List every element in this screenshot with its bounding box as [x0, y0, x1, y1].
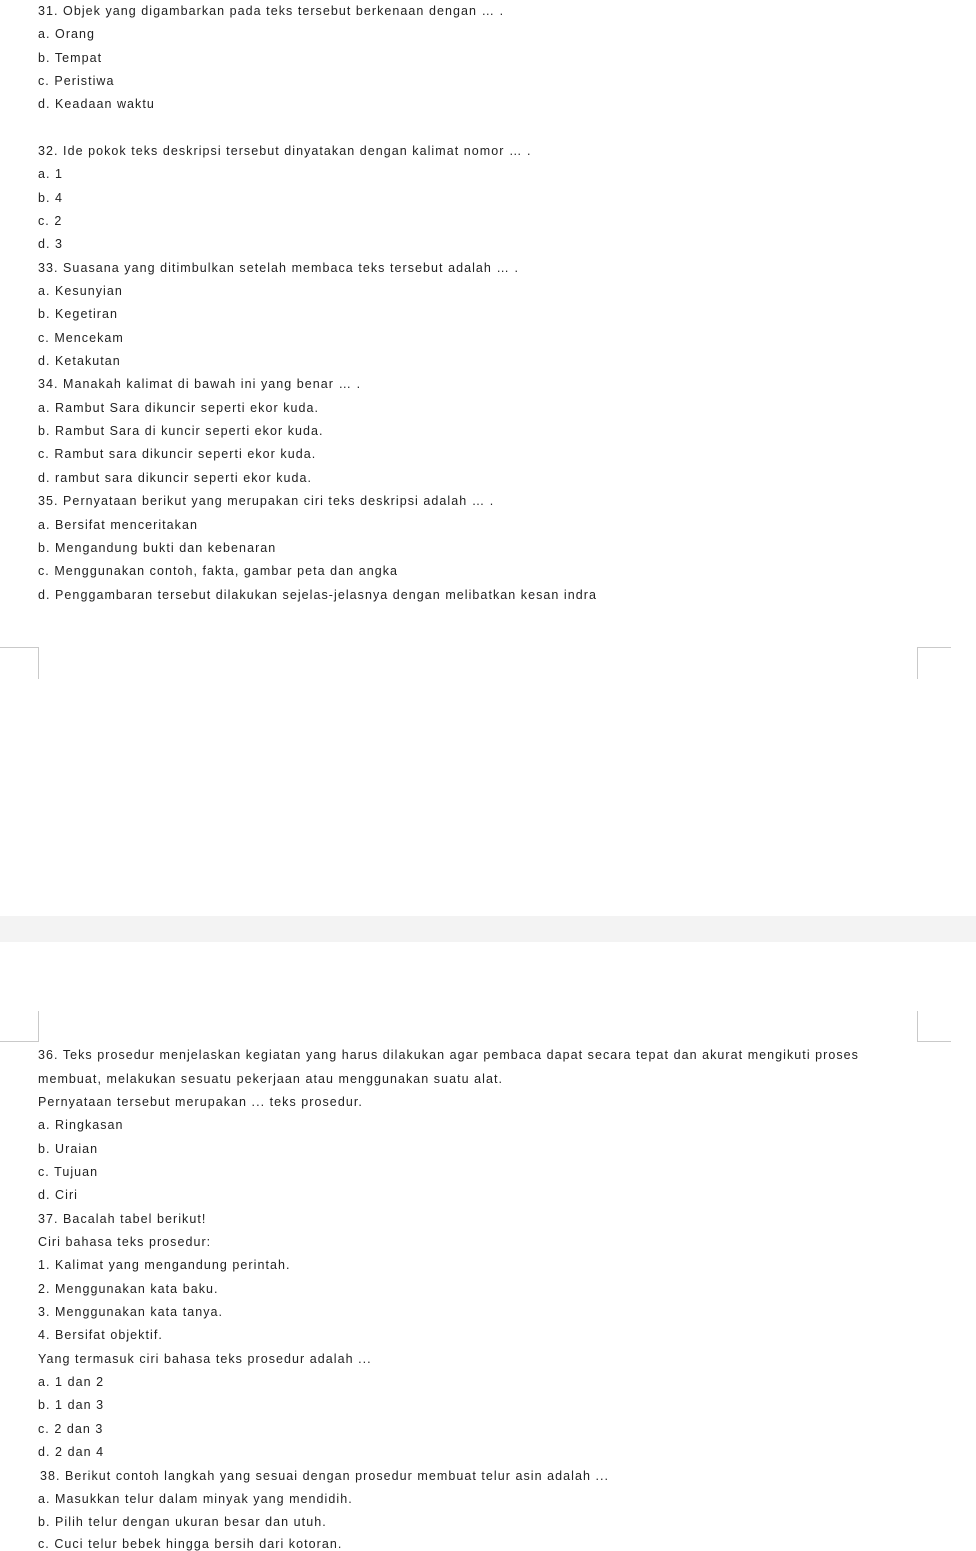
- q38-option-b: b. Pilih telur dengan ukuran besar dan utuh.: [38, 1515, 327, 1529]
- q36-question-line-2: membuat, melakukan sesuatu pekerjaan atau menggunakan suatu alat.: [38, 1072, 504, 1086]
- q37-option-a: a. 1 dan 2: [38, 1375, 105, 1389]
- crop-mark-bottom-right: [917, 1011, 951, 1042]
- q37-table-item-2: 2. Menggunakan kata baku.: [38, 1282, 219, 1296]
- q36-option-c: c. Tujuan: [38, 1165, 99, 1179]
- q34-option-a: a. Rambut Sara dikuncir seperti ekor kuda.: [38, 401, 320, 415]
- q33-option-b: b. Kegetiran: [38, 307, 119, 321]
- crop-mark-top-left: [0, 647, 39, 679]
- q35-option-c: c. Menggunakan contoh, fakta, gambar peta dan angka: [38, 564, 399, 578]
- q34-option-d: d. rambut sara dikuncir seperti ekor kuda.: [38, 471, 313, 485]
- q37-option-c: c. 2 dan 3: [38, 1422, 104, 1436]
- q31-option-b: b. Tempat: [38, 51, 103, 65]
- q36-question-line-1: 36. Teks prosedur menjelaskan kegiatan yang harus dilakukan agar pembaca dapat secara tepat dan akurat mengikuti proses: [38, 1048, 859, 1062]
- q35-option-b: b. Mengandung bukti dan kebenaran: [38, 541, 277, 555]
- q35-option-d: d. Penggambaran tersebut dilakukan sejelas-jelasnya dengan melibatkan kesan indra: [38, 588, 597, 602]
- q33-option-c: c. Mencekam: [38, 331, 124, 345]
- q34-option-c: c. Rambut sara dikuncir seperti ekor kuda.: [38, 447, 317, 461]
- q38-option-c: c. Cuci telur bebek hingga bersih dari kotoran.: [38, 1537, 343, 1551]
- q33-option-d: d. Ketakutan: [38, 354, 121, 368]
- q35-option-a: a. Bersifat menceritakan: [38, 518, 198, 532]
- q37-table-item-1: 1. Kalimat yang mengandung perintah.: [38, 1258, 291, 1272]
- q37-table-item-3: 3. Menggunakan kata tanya.: [38, 1305, 224, 1319]
- q37-table-heading: Ciri bahasa teks prosedur:: [38, 1235, 212, 1249]
- page-separator: [0, 916, 976, 942]
- q37-option-d: d. 2 dan 4: [38, 1445, 105, 1459]
- q33-option-a: a. Kesunyian: [38, 284, 123, 298]
- q31-option-c: c. Peristiwa: [38, 74, 115, 88]
- q33-question: 33. Suasana yang ditimbulkan setelah membaca teks tersebut adalah … .: [38, 261, 520, 275]
- q34-option-b: b. Rambut Sara di kuncir seperti ekor kuda.: [38, 424, 324, 438]
- q32-option-a: a. 1: [38, 167, 64, 181]
- q32-option-d: d. 3: [38, 237, 64, 251]
- crop-mark-top-right: [917, 647, 951, 679]
- crop-mark-bottom-left: [0, 1011, 39, 1042]
- q34-question: 34. Manakah kalimat di bawah ini yang benar … .: [38, 377, 362, 391]
- q37-question: 37. Bacalah tabel berikut!: [38, 1212, 207, 1226]
- q38-question: 38. Berikut contoh langkah yang sesuai dengan prosedur membuat telur asin adalah ...: [40, 1469, 610, 1483]
- q35-question: 35. Pernyataan berikut yang merupakan ciri teks deskripsi adalah … .: [38, 494, 495, 508]
- q32-question: 32. Ide pokok teks deskripsi tersebut dinyatakan dengan kalimat nomor … .: [38, 144, 532, 158]
- q31-question: 31. Objek yang digambarkan pada teks tersebut berkenaan dengan … .: [38, 4, 505, 18]
- q37-table-item-4: 4. Bersifat objektif.: [38, 1328, 163, 1342]
- q36-option-a: a. Ringkasan: [38, 1118, 124, 1132]
- q37-option-b: b. 1 dan 3: [38, 1398, 105, 1412]
- q32-option-b: b. 4: [38, 191, 64, 205]
- q31-option-a: a. Orang: [38, 27, 96, 41]
- q36-question-line-3: Pernyataan tersebut merupakan ... teks prosedur.: [38, 1095, 363, 1109]
- q36-option-d: d. Ciri: [38, 1188, 78, 1202]
- q32-option-c: c. 2: [38, 214, 63, 228]
- q37-prompt: Yang termasuk ciri bahasa teks prosedur adalah ...: [38, 1352, 372, 1366]
- q31-option-d: d. Keadaan waktu: [38, 97, 155, 111]
- q36-option-b: b. Uraian: [38, 1142, 99, 1156]
- q38-option-a: a. Masukkan telur dalam minyak yang mendidih.: [38, 1492, 353, 1506]
